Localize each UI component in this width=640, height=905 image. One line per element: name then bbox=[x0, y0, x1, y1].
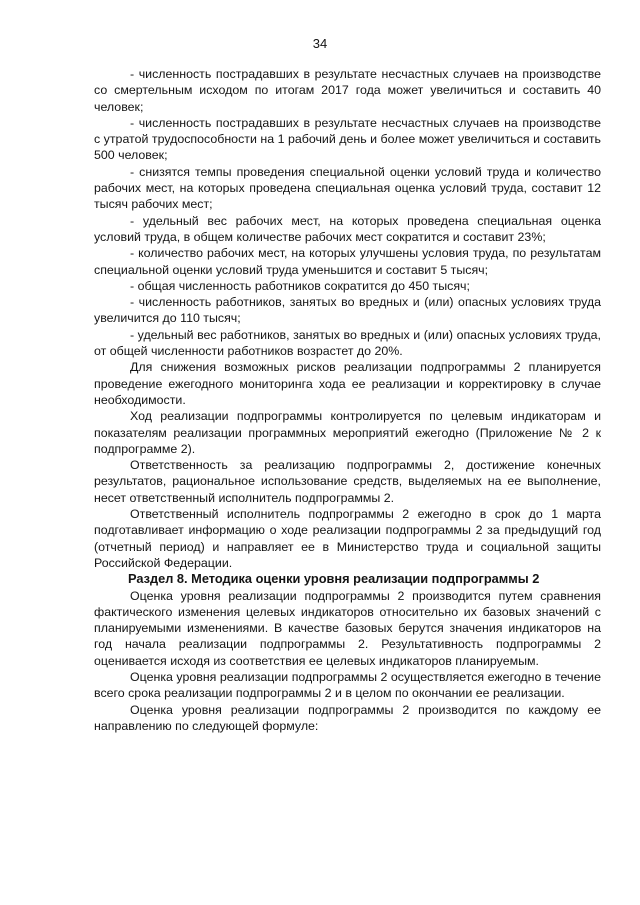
paragraph: - численность пострадавших в результате несчастных случаев на производстве с утратой трудоспособности на 1 рабочий день и более может увеличиться и составить 500 человек; bbox=[94, 115, 601, 163]
paragraph: - общая численность работников сократится до 450 тысяч; bbox=[130, 278, 470, 293]
paragraph: - количество рабочих мест, на которых улучшены условия труда, по результатам специальной оценки условий труда уменьшится и составит 5 тысяч; bbox=[94, 246, 601, 277]
section-title: Раздел 8. Методика оценки уровня реализации подпрограммы 2 bbox=[128, 571, 540, 587]
paragraph: - удельный вес рабочих мест, на которых проведена специальная оценка условий труда, в общем количестве рабочих мест сократится и составит 23%; bbox=[94, 213, 601, 244]
paragraph: Оценка уровня реализации подпрограммы 2 осуществляется ежегодно в течение всего срока реализации подпрограммы 2 и в целом по окончании ее реализации. bbox=[94, 669, 601, 701]
paragraph: Ход реализации подпрограммы контролируется по целевым индикаторам и показателям реализации программных мероприятий ежегодно (Приложение № 2 к подпрограмме 2). bbox=[94, 409, 601, 456]
paragraph: - численность работников, занятых во вредных и (или) опасных условиях труда увеличится до 110 тысяч; bbox=[94, 295, 601, 326]
paragraph: Оценка уровня реализации подпрограммы 2 производится путем сравнения фактического изменения целевых индикаторов относительно их базовых значений с планируемыми изменениями. В качестве базовых берутся значения индикаторов на год начала реализации подпрограммы 2. Результативность подпрограммы 2 оценивается исходя из соответствия ее целевых индикаторов планируемым. bbox=[94, 588, 601, 668]
paragraph: Оценка уровня реализации подпрограммы 2 производится по каждому ее направлению по следующей формуле: bbox=[94, 702, 601, 733]
page-content bbox=[94, 66, 601, 734]
paragraph: Для снижения возможных рисков реализации подпрограммы 2 планируется проведение ежегодного мониторинга хода ее реализации и корректировку в случае необходимости. bbox=[94, 360, 601, 407]
paragraph: Ответственность за реализацию подпрограммы 2, достижение конечных результатов, рациональное использование средств, выделяемых на ее выполнение, несет ответственный исполнитель подпрограммы 2. bbox=[94, 458, 601, 505]
page-number: 34 bbox=[312, 36, 328, 51]
paragraph: Ответственный исполнитель подпрограммы 2 ежегодно в срок до 1 марта подготавливает информацию о ходе реализации подпрограммы 2 за предыдущий год (отчетный период) и направляет ее в Министерство труда и социальной защиты Российской Федерации. bbox=[94, 507, 601, 570]
paragraph: - численность пострадавших в результате несчастных случаев на производстве со смертельным исходом по итогам 2017 года может увеличиться и составить 40 человек; bbox=[94, 67, 601, 114]
paragraph: - снизятся темпы проведения специальной оценки условий труда и количество рабочих мест, на которых проведена специальная оценка условий труда, составит 12 тысяч рабочих мест; bbox=[94, 164, 601, 212]
paragraph: - удельный вес работников, занятых во вредных и (или) опасных условиях труда, от общей численности работников возрастет до 20%. bbox=[94, 327, 601, 359]
